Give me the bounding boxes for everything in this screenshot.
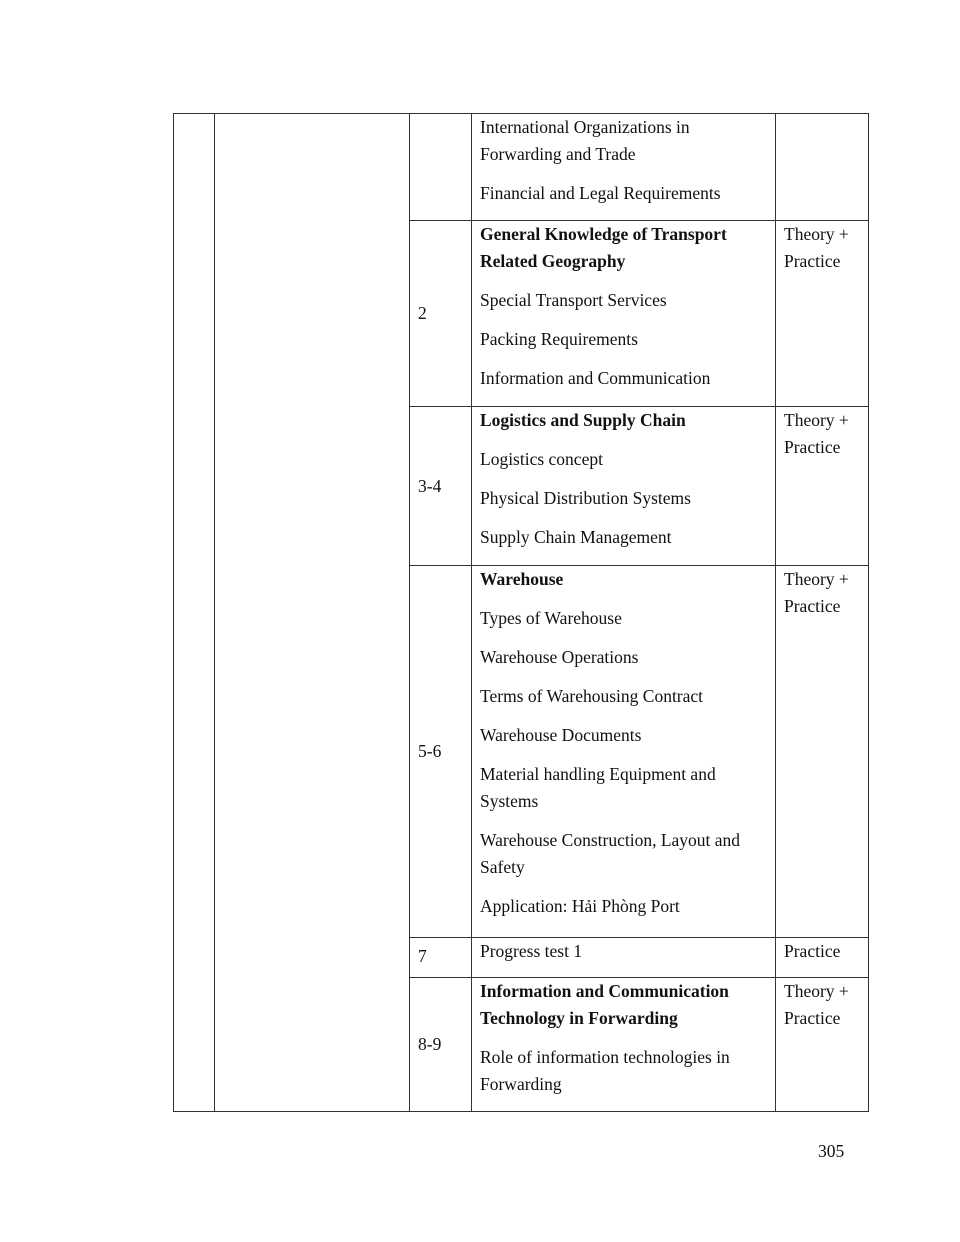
syllabus-table-body xyxy=(174,114,869,1112)
week-cell xyxy=(410,221,472,407)
content-cell xyxy=(472,407,776,566)
week-label: 3-4 xyxy=(418,475,442,496)
page-number: 305 xyxy=(818,1141,845,1161)
topic-heading: General Knowledge of Transport Related Geography xyxy=(480,224,727,271)
topic-heading: Logistics and Supply Chain xyxy=(480,410,686,430)
topic-item: Information and Communication xyxy=(480,368,711,388)
topic-item: Role of information technologies in Forwarding xyxy=(480,1047,730,1094)
content-cell xyxy=(472,978,776,1112)
topic-item: Financial and Legal Requirements xyxy=(480,183,721,203)
empty-index-cell xyxy=(174,114,215,1112)
topic-item: Types of Warehouse xyxy=(480,608,622,628)
topic-item: Logistics concept xyxy=(480,449,603,469)
teaching-mode: Theory + Practice xyxy=(784,410,849,457)
week-cell xyxy=(410,938,472,978)
syllabus-table xyxy=(173,113,869,1112)
content-cell xyxy=(472,938,776,978)
topic-item: Material handling Equipment and Systems xyxy=(480,764,716,811)
topic-item: Terms of Warehousing Contract xyxy=(480,686,704,706)
topic-heading: Warehouse xyxy=(480,569,564,589)
week-cell xyxy=(410,566,472,938)
topic-item: Physical Distribution Systems xyxy=(480,488,691,508)
week-label: 2 xyxy=(418,303,427,323)
week-cell xyxy=(410,407,472,566)
topic-item: Warehouse Documents xyxy=(480,725,642,745)
teaching-mode-cell xyxy=(776,114,869,221)
topic-item: Supply Chain Management xyxy=(480,527,672,547)
topic-item: Packing Requirements xyxy=(480,329,638,349)
week-cell xyxy=(410,114,472,221)
week-label: 8-9 xyxy=(418,1034,442,1054)
table-row xyxy=(174,114,869,221)
teaching-mode: Practice xyxy=(784,941,841,961)
teaching-mode: Theory + Practice xyxy=(784,224,849,271)
teaching-mode-cell xyxy=(776,938,869,978)
topic-item: Application: Hải Phòng Port xyxy=(480,896,680,916)
topic-item: Warehouse Construction, Layout and Safety xyxy=(480,830,741,877)
teaching-mode: Theory + Practice xyxy=(784,981,849,1028)
week-cell xyxy=(410,978,472,1112)
week-label: 5-6 xyxy=(418,741,442,761)
topic-item: Warehouse Operations xyxy=(480,647,639,667)
topic-heading: Information and Communication Technology in Forwarding xyxy=(480,981,729,1028)
teaching-mode-cell xyxy=(776,566,869,938)
topic-item: Special Transport Services xyxy=(480,290,667,310)
teaching-mode-cell xyxy=(776,221,869,407)
topic-item: Progress test 1 xyxy=(480,941,583,961)
empty-objectives-cell xyxy=(215,114,410,1112)
content-cell xyxy=(472,566,776,938)
teaching-mode-cell xyxy=(776,407,869,566)
teaching-mode-cell xyxy=(776,978,869,1112)
content-cell xyxy=(472,114,776,221)
teaching-mode: Theory + Practice xyxy=(784,569,849,616)
week-label: 7 xyxy=(418,946,427,966)
content-cell xyxy=(472,221,776,407)
topic-item: International Organizations in Forwarding and Trade xyxy=(480,117,690,164)
